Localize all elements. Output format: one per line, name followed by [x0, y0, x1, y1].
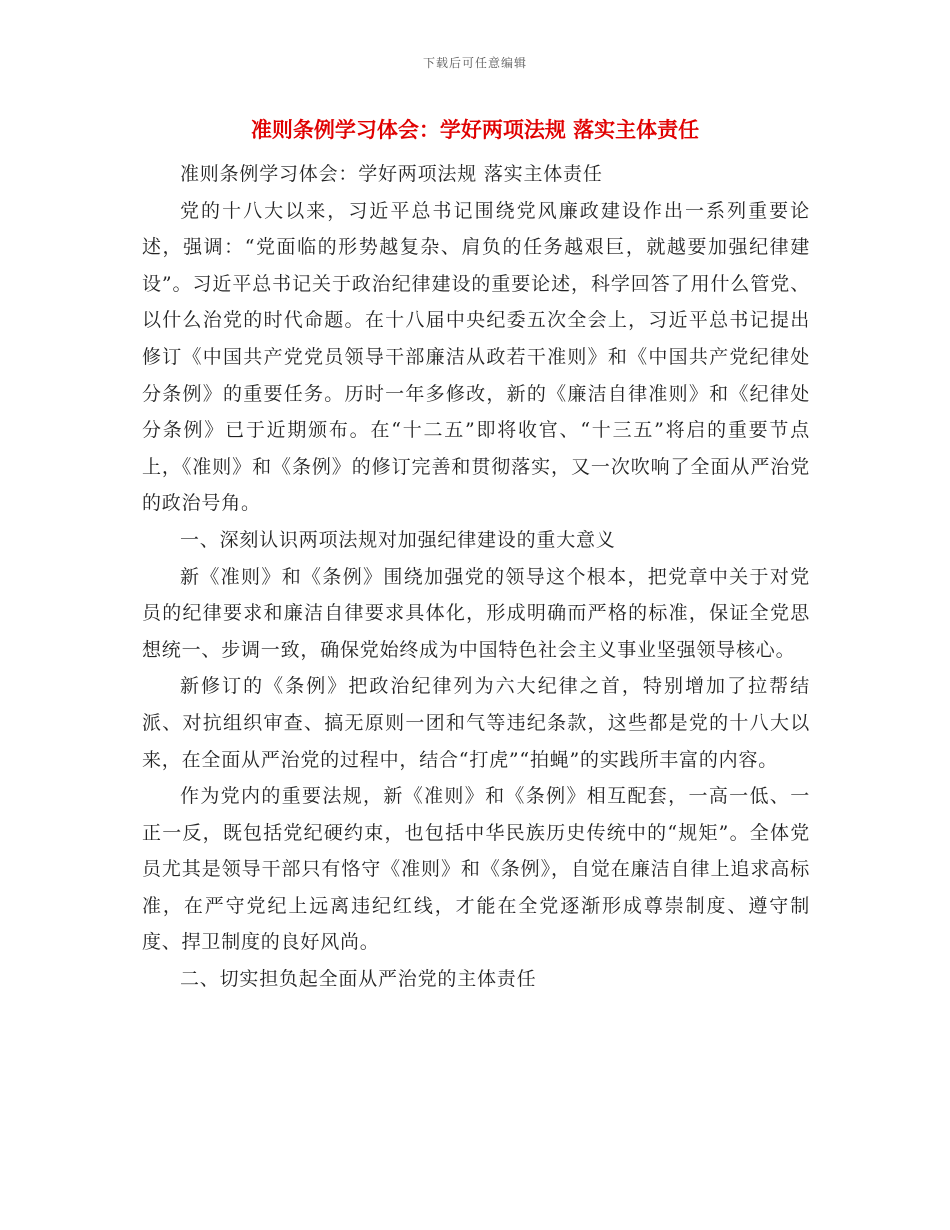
body-paragraph: 新《准则》和《条例》围绕加强党的领导这个根本，把党章中关于对党员的纪律要求和廉洁自律要求具体化，形成明确而严格的标准，保证全党思想统一、步调一致，确保党始终成为中国特色社会主义事业坚强领导核心。 [142, 565, 810, 661]
body-paragraph: 新修订的《条例》把政治纪律列为六大纪律之首，特别增加了拉帮结派、对抗组织审查、搞无原则一团和气等违纪条款，这些都是党的十八大以来，在全面从严治党的过程中，结合“打虎”“拍蝇”的实践所丰富的内容。 [142, 675, 810, 771]
document-title: 准则条例学习体会：学好两项法规 落实主体责任 [250, 118, 700, 142]
header-note: 下载后可任意编辑 [422, 56, 527, 70]
intro-paragraph: 党的十八大以来，习近平总书记围绕党风廉政建设作出一系列重要论述，强调：“党面临的形势越复杂、肩负的任务越艰巨，就越要加强纪律建设”。习近平总书记关于政治纪律建设的重要论述，科学回答了用什么管党、以什么治党的时代命题。在十八届中央纪委五次全会上，习近平总书记提出修订《中国共产党党员领导干部廉洁从政若干准则》和《中国共产党纪律处分条例》的重要任务。历时一年多修改，新的《廉洁自律准则》和《纪律处分条例》已于近期颁布。在“十二五”即将收官、“十三五”将启的重要节点上，《准则》和《条例》的修订完善和贯彻落实，又一次吹响了全面从严治党的政治号角。 [142, 199, 810, 515]
section-heading-1: 一、深刻认识两项法规对加强纪律建设的重大意义 [180, 528, 616, 551]
document-body [142, 156, 810, 998]
body-paragraph: 作为党内的重要法规，新《准则》和《条例》相互配套，一高一低、一正一反，既包括党纪硬约束，也包括中华民族历史传统中的“规矩”。全体党员尤其是领导干部只有恪守《准则》和《条例》，自觉在廉洁自律上追求高标准，在严守党纪上远离违纪红线，才能在全党逐渐形成尊崇制度、遵守制度、捍卫制度的良好风尚。 [142, 785, 810, 954]
subtitle-paragraph: 准则条例学习体会：学好两项法规 落实主体责任 [180, 163, 603, 185]
section-heading-2: 二、切实担负起全面从严治党的主体责任 [180, 968, 537, 991]
